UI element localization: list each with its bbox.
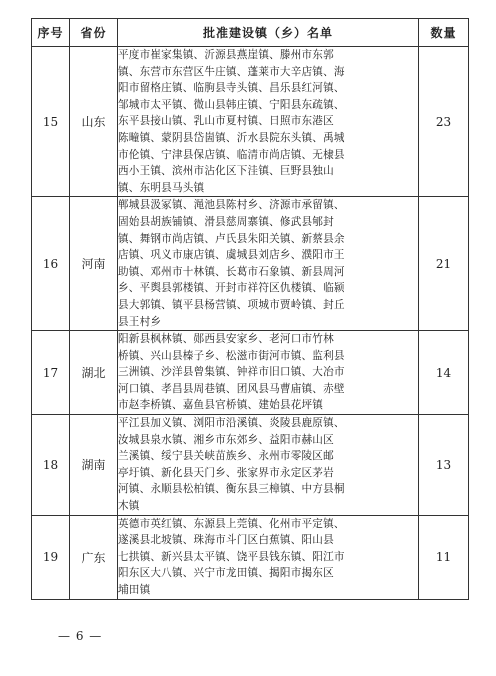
town-line: 阳市留格庄镇、临朐县寺头镇、昌乐县红河镇、	[118, 82, 345, 95]
town-line: 英德市英红镇、东源县上莞镇、化州市平定镇、	[118, 517, 345, 530]
page-number: — 6 —	[58, 629, 103, 643]
row-count: 23	[419, 47, 469, 197]
town-line: 兰溪镇、绥宁县关峡苗族乡、永州市零陵区邮	[118, 450, 334, 463]
row-province: 山东	[70, 47, 118, 197]
row-index: 18	[32, 415, 70, 516]
town-line: 陈疃镇、蒙阴县岱崮镇、沂水县院东头镇、禹城	[118, 131, 345, 144]
town-line: 助镇、邓州市十林镇、长葛市石象镇、新县周河	[118, 265, 345, 278]
header-index: 序号	[32, 19, 70, 47]
town-line: 亭圩镇、新化县天门乡、张家界市永定区茅岩	[118, 466, 334, 479]
town-line: 河镇、永顺县松柏镇、衡东县三樟镇、中方县桐	[118, 483, 345, 496]
town-line: 木镇	[118, 500, 140, 513]
table-row	[32, 331, 469, 415]
table-row	[32, 515, 469, 599]
town-line: 埔田镇	[118, 584, 151, 596]
row-towns	[118, 515, 419, 599]
row-towns	[118, 331, 419, 415]
town-line: 乡、平舆县郭楼镇、开封市祥符区仇楼镇、临颍	[118, 282, 345, 295]
town-line: 镇、东营市东营区牛庄镇、蓬莱市大辛店镇、海	[118, 65, 345, 78]
row-index: 16	[32, 197, 70, 331]
town-line: 固始县胡族铺镇、滑县慈周寨镇、修武县郇封	[118, 215, 334, 228]
town-line: 阳新县枫林镇、郧西县安家乡、老河口市竹林	[118, 333, 334, 346]
town-line: 河口镇、孝昌县周巷镇、团风县马曹庙镇、赤壁	[118, 382, 345, 395]
table-header	[32, 19, 469, 47]
town-line: 镇、东明县马头镇	[118, 181, 205, 194]
town-line: 县大郭镇、镇平县杨营镇、项城市贾岭镇、封丘	[118, 298, 345, 311]
row-count: 13	[419, 415, 469, 516]
town-line: 三洲镇、沙洋县曾集镇、钟祥市旧口镇、大冶市	[118, 366, 345, 379]
row-towns	[118, 415, 419, 516]
approved-towns-table	[31, 18, 469, 600]
row-count: 14	[419, 331, 469, 415]
header-towns: 批准建设镇（乡）名单	[118, 19, 419, 47]
town-line: 平度市崔家集镇、沂源县燕崖镇、滕州市东郭	[118, 49, 334, 61]
table-row	[32, 47, 469, 197]
row-province: 广东	[70, 515, 118, 599]
row-province: 湖北	[70, 331, 118, 415]
town-line: 东平县接山镇、乳山市夏村镇、日照市东港区	[118, 115, 334, 128]
row-towns	[118, 47, 419, 197]
row-count: 11	[419, 515, 469, 599]
town-line: 市赵李桥镇、嘉鱼县官桥镇、建始县花坪镇	[118, 399, 324, 412]
header-count: 数量	[419, 19, 469, 47]
town-line: 遂溪县北坡镇、珠海市斗门区白蕉镇、阳山县	[118, 534, 334, 547]
town-line: 七拱镇、新兴县太平镇、饶平县钱东镇、阳江市	[118, 550, 345, 563]
row-index: 19	[32, 515, 70, 599]
row-province: 湖南	[70, 415, 118, 516]
town-line: 汝城县泉水镇、湘乡市东郊乡、益阳市赫山区	[118, 433, 334, 446]
row-index: 15	[32, 47, 70, 197]
town-line: 县王村乡	[118, 315, 162, 328]
table-row	[32, 197, 469, 331]
header-row	[32, 19, 469, 47]
town-line: 平江县加义镇、浏阳市沿溪镇、炎陵县鹿原镇、	[118, 417, 345, 430]
table-body	[32, 47, 469, 600]
town-line: 邹城市太平镇、微山县韩庄镇、宁阳县东疏镇、	[118, 98, 345, 111]
row-index: 17	[32, 331, 70, 415]
town-line: 郸城县汲冢镇、渑池县陈村乡、济源市承留镇、	[118, 199, 345, 212]
town-line: 店镇、巩义市康店镇、虞城县刘店乡、濮阳市王	[118, 249, 345, 262]
row-count: 21	[419, 197, 469, 331]
header-province: 省份	[70, 19, 118, 47]
table-row	[32, 415, 469, 516]
row-province: 河南	[70, 197, 118, 331]
town-line: 市伦镇、宁津县保店镇、临清市尚店镇、无棣县	[118, 148, 345, 161]
town-line: 桥镇、兴山县榛子乡、松滋市街河市镇、监利县	[118, 349, 345, 362]
town-line: 西小王镇、滨州市沾化区下洼镇、巨野县独山	[118, 165, 334, 178]
town-line: 阳东区大八镇、兴宁市龙田镇、揭阳市揭东区	[118, 567, 334, 580]
town-line: 镇、舞钢市尚店镇、卢氏县朱阳关镇、新蔡县余	[118, 232, 345, 245]
row-towns	[118, 197, 419, 331]
